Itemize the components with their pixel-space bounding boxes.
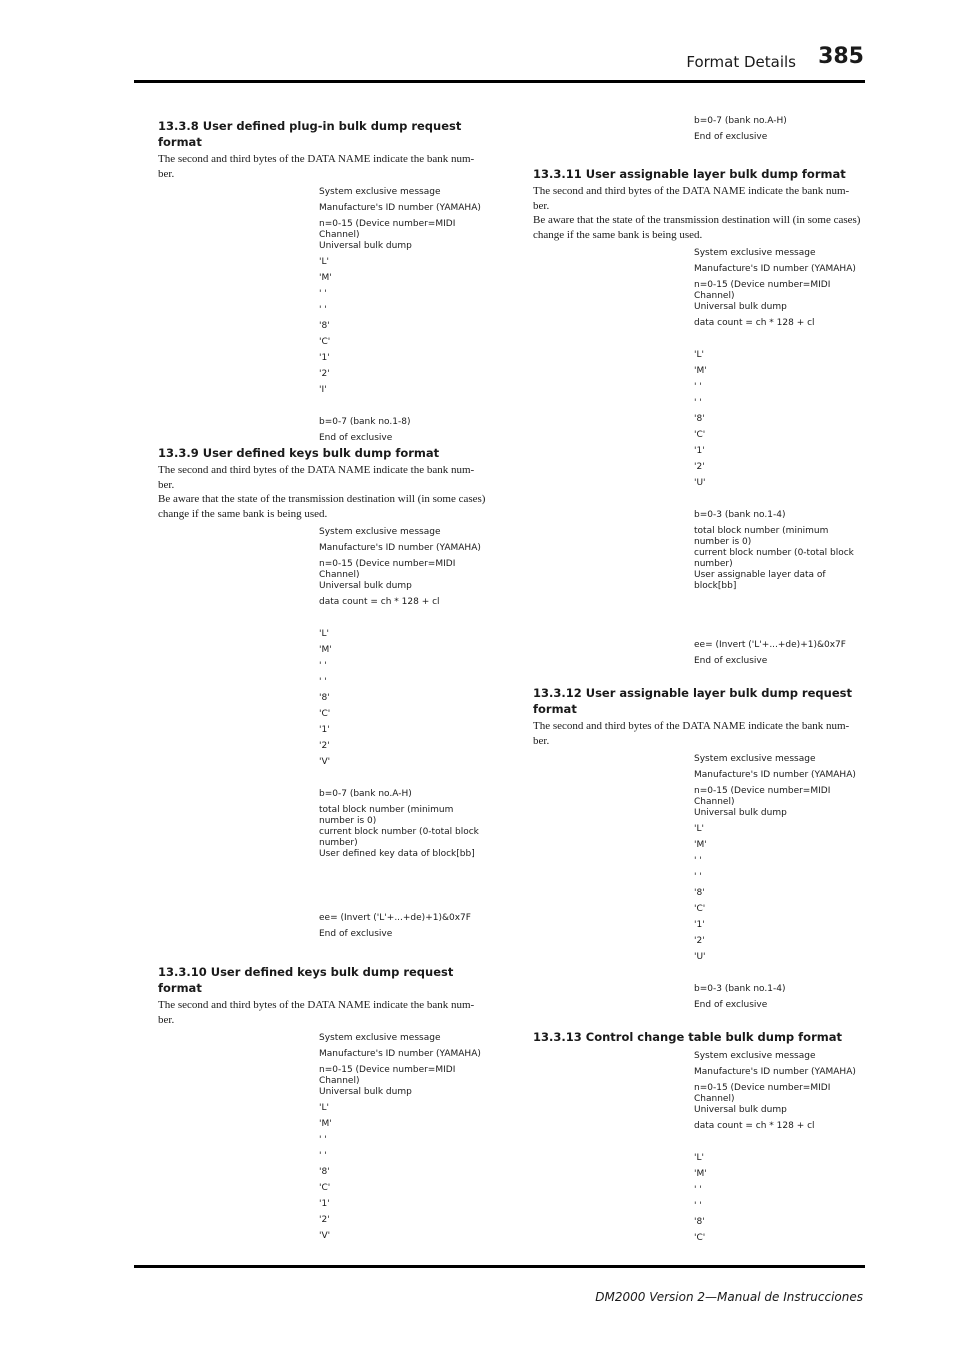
message-line: 'L'	[319, 257, 329, 267]
header-rule	[134, 80, 865, 83]
message-line: '1'	[319, 725, 330, 735]
message-line: 'L'	[319, 1103, 329, 1113]
section-13-3-9	[158, 445, 488, 945]
message-line: b=0-3 (bank no.1-4)	[694, 984, 786, 994]
message-line: Universal bulk dump	[694, 302, 787, 312]
section-heading: 13.3.12 User assignable layer bulk dump request format	[533, 686, 852, 716]
message-line: data count = ch * 128 + cl	[319, 597, 440, 607]
message-line: 'M'	[319, 645, 332, 655]
page-header-title: Format Details	[686, 53, 796, 71]
message-line: 'C'	[694, 430, 706, 440]
message-line: Manufacture's ID number (YAMAHA)	[319, 543, 481, 553]
message-line	[694, 968, 864, 984]
message-line: 'V'	[319, 757, 331, 767]
message-line: data count = ch * 128 + cl	[694, 1121, 815, 1131]
message-line: ' '	[694, 1201, 702, 1211]
message-line: System exclusive message	[694, 248, 816, 258]
message-line: End of exclusive	[694, 1000, 768, 1010]
description-line: ber.	[158, 1013, 175, 1026]
description-line: The second and third bytes of the DATA NAME indicate the bank num-	[533, 720, 850, 732]
message-line: End of exclusive	[694, 656, 768, 666]
message-line: Manufacture's ID number (YAMAHA)	[319, 203, 481, 213]
message-line: n=0-15 (Device number=MIDI Channel)	[319, 1065, 459, 1086]
section-heading: 13.3.8 User defined plug-in bulk dump request format	[158, 119, 462, 149]
message-line: n=0-15 (Device number=MIDI Channel)	[694, 280, 834, 301]
message-line: 'C'	[694, 904, 706, 914]
message-line: b=0-7 (bank no.1-8)	[319, 417, 411, 427]
message-line: ' '	[319, 305, 327, 315]
message-line: current block number (0-total block number)	[319, 827, 482, 848]
message-line	[694, 592, 864, 608]
message-line: '2'	[319, 741, 330, 751]
message-line: 'M'	[694, 840, 707, 850]
message-line: System exclusive message	[694, 1051, 816, 1061]
message-line: '1'	[319, 1199, 330, 1209]
message-line	[694, 1137, 864, 1153]
message-line: Manufacture's ID number (YAMAHA)	[694, 1067, 856, 1077]
description-line: ber.	[158, 478, 175, 491]
message-line: '2'	[319, 369, 330, 379]
message-line: 'U'	[694, 478, 706, 488]
message-line: b=0-7 (bank no.A-H)	[694, 116, 787, 126]
footer-rule	[134, 1265, 865, 1268]
message-line: ' '	[319, 289, 327, 299]
message-line: ' '	[694, 382, 702, 392]
message-line: 'V'	[319, 1231, 331, 1241]
message-line: '8'	[694, 888, 705, 898]
message-line: '8'	[319, 321, 330, 331]
message-line: '8'	[319, 693, 330, 703]
message-line: current block number (0-total block number)	[694, 548, 857, 569]
message-line: Universal bulk dump	[319, 1087, 412, 1097]
description-line: ber.	[533, 199, 550, 212]
message-line: 'L'	[694, 824, 704, 834]
message-line: Manufacture's ID number (YAMAHA)	[319, 1049, 481, 1059]
message-line: '8'	[319, 1167, 330, 1177]
message-line	[319, 865, 489, 881]
section-description	[533, 182, 865, 242]
message-line: n=0-15 (Device number=MIDI Channel)	[319, 559, 459, 580]
footer-text: DM2000 Version 2—Manual de Instrucciones	[595, 1290, 863, 1304]
description-line: change if the same bank is being used.	[158, 507, 328, 520]
section-description	[158, 461, 488, 521]
message-line: '1'	[694, 920, 705, 930]
section-description	[533, 717, 865, 748]
message-line: End of exclusive	[694, 132, 768, 142]
message-lines	[694, 754, 864, 1016]
message-line: 'C'	[319, 1183, 331, 1193]
message-line: 'I'	[319, 385, 327, 395]
message-line: '2'	[694, 936, 705, 946]
description-line: ber.	[533, 734, 550, 747]
message-line: b=0-3 (bank no.1-4)	[694, 510, 786, 520]
message-line: 'M'	[319, 273, 332, 283]
message-lines	[694, 1051, 864, 1249]
message-line: n=0-15 (Device number=MIDI Channel)	[694, 1083, 834, 1104]
message-lines	[694, 116, 864, 148]
message-line: total block number (minimum number is 0)	[319, 805, 457, 826]
message-line	[319, 401, 489, 417]
message-line: ' '	[319, 677, 327, 687]
message-line	[319, 881, 489, 897]
section-13-3-11	[533, 166, 865, 672]
section-heading: 13.3.11 User assignable layer bulk dump format	[533, 167, 846, 181]
section-description	[158, 996, 488, 1027]
message-line: ' '	[319, 1135, 327, 1145]
section-heading: 13.3.10 User defined keys bulk dump request format	[158, 965, 454, 995]
message-line: User assignable layer data of block[bb]	[694, 570, 829, 591]
section-description	[158, 150, 488, 181]
message-line	[319, 773, 489, 789]
message-line: ' '	[694, 1185, 702, 1195]
message-line: 'M'	[694, 366, 707, 376]
message-line: 'C'	[319, 709, 331, 719]
section-heading: 13.3.9 User defined keys bulk dump format	[158, 446, 440, 460]
message-line: System exclusive message	[319, 527, 441, 537]
message-line: Manufacture's ID number (YAMAHA)	[694, 770, 856, 780]
message-line: End of exclusive	[319, 929, 393, 939]
message-line: ' '	[319, 661, 327, 671]
message-line: User defined key data of block[bb]	[319, 849, 475, 859]
message-line: System exclusive message	[319, 187, 441, 197]
message-line: n=0-15 (Device number=MIDI Channel)	[319, 219, 459, 240]
description-line: Be aware that the state of the transmission destination will (in some cases)	[533, 214, 861, 226]
description-line: ber.	[158, 167, 175, 180]
message-line: Universal bulk dump	[694, 1105, 787, 1115]
message-line: Manufacture's ID number (YAMAHA)	[694, 264, 856, 274]
message-lines	[694, 248, 864, 672]
message-line: ' '	[694, 398, 702, 408]
message-line: total block number (minimum number is 0)	[694, 526, 832, 547]
section-heading: 13.3.13 Control change table bulk dump format	[533, 1030, 842, 1044]
section-13-3-12	[533, 685, 865, 1016]
section-13-3-10	[158, 964, 488, 1247]
message-line: End of exclusive	[319, 433, 393, 443]
section-13-3-13	[533, 1029, 865, 1249]
description-line: The second and third bytes of the DATA NAME indicate the bank num-	[158, 999, 475, 1011]
message-line: 'L'	[694, 350, 704, 360]
message-line: 'M'	[694, 1169, 707, 1179]
message-line	[319, 613, 489, 629]
message-line	[694, 608, 864, 624]
message-line: '8'	[694, 1217, 705, 1227]
message-lines	[319, 187, 489, 449]
message-line: Universal bulk dump	[694, 808, 787, 818]
message-line: '2'	[319, 1215, 330, 1225]
message-line: n=0-15 (Device number=MIDI Channel)	[694, 786, 834, 807]
message-line	[694, 334, 864, 350]
message-line: 'L'	[319, 629, 329, 639]
description-line: The second and third bytes of the DATA NAME indicate the bank num-	[158, 464, 475, 476]
message-line: 'U'	[694, 952, 706, 962]
message-line: 'M'	[319, 1119, 332, 1129]
message-line: System exclusive message	[319, 1033, 441, 1043]
description-line: Be aware that the state of the transmission destination will (in some cases)	[158, 493, 486, 505]
description-line: The second and third bytes of the DATA NAME indicate the bank num-	[158, 153, 475, 165]
message-line: '1'	[694, 446, 705, 456]
page-number: 385	[818, 44, 864, 69]
description-line: change if the same bank is being used.	[533, 228, 703, 241]
message-line: 'C'	[694, 1233, 706, 1243]
message-line: ee= (Invert ('L'+...+de)+1)&0x7F	[319, 913, 471, 923]
message-lines	[319, 527, 489, 945]
message-line	[694, 624, 864, 640]
section-13-3-8	[158, 118, 488, 449]
description-line: The second and third bytes of the DATA NAME indicate the bank num-	[533, 185, 850, 197]
message-line	[319, 897, 489, 913]
message-line: ' '	[694, 872, 702, 882]
message-line: Universal bulk dump	[319, 241, 412, 251]
message-line: ' '	[319, 1151, 327, 1161]
message-lines	[319, 1033, 489, 1247]
message-line: 'C'	[319, 337, 331, 347]
message-line: b=0-7 (bank no.A-H)	[319, 789, 412, 799]
message-line: '1'	[319, 353, 330, 363]
message-line: System exclusive message	[694, 754, 816, 764]
message-line: 'L'	[694, 1153, 704, 1163]
message-line: '2'	[694, 462, 705, 472]
message-line: '8'	[694, 414, 705, 424]
message-line	[694, 494, 864, 510]
section-continued	[533, 116, 865, 148]
message-line: data count = ch * 128 + cl	[694, 318, 815, 328]
message-line: ee= (Invert ('L'+...+de)+1)&0x7F	[694, 640, 846, 650]
message-line: ' '	[694, 856, 702, 866]
message-line: Universal bulk dump	[319, 581, 412, 591]
